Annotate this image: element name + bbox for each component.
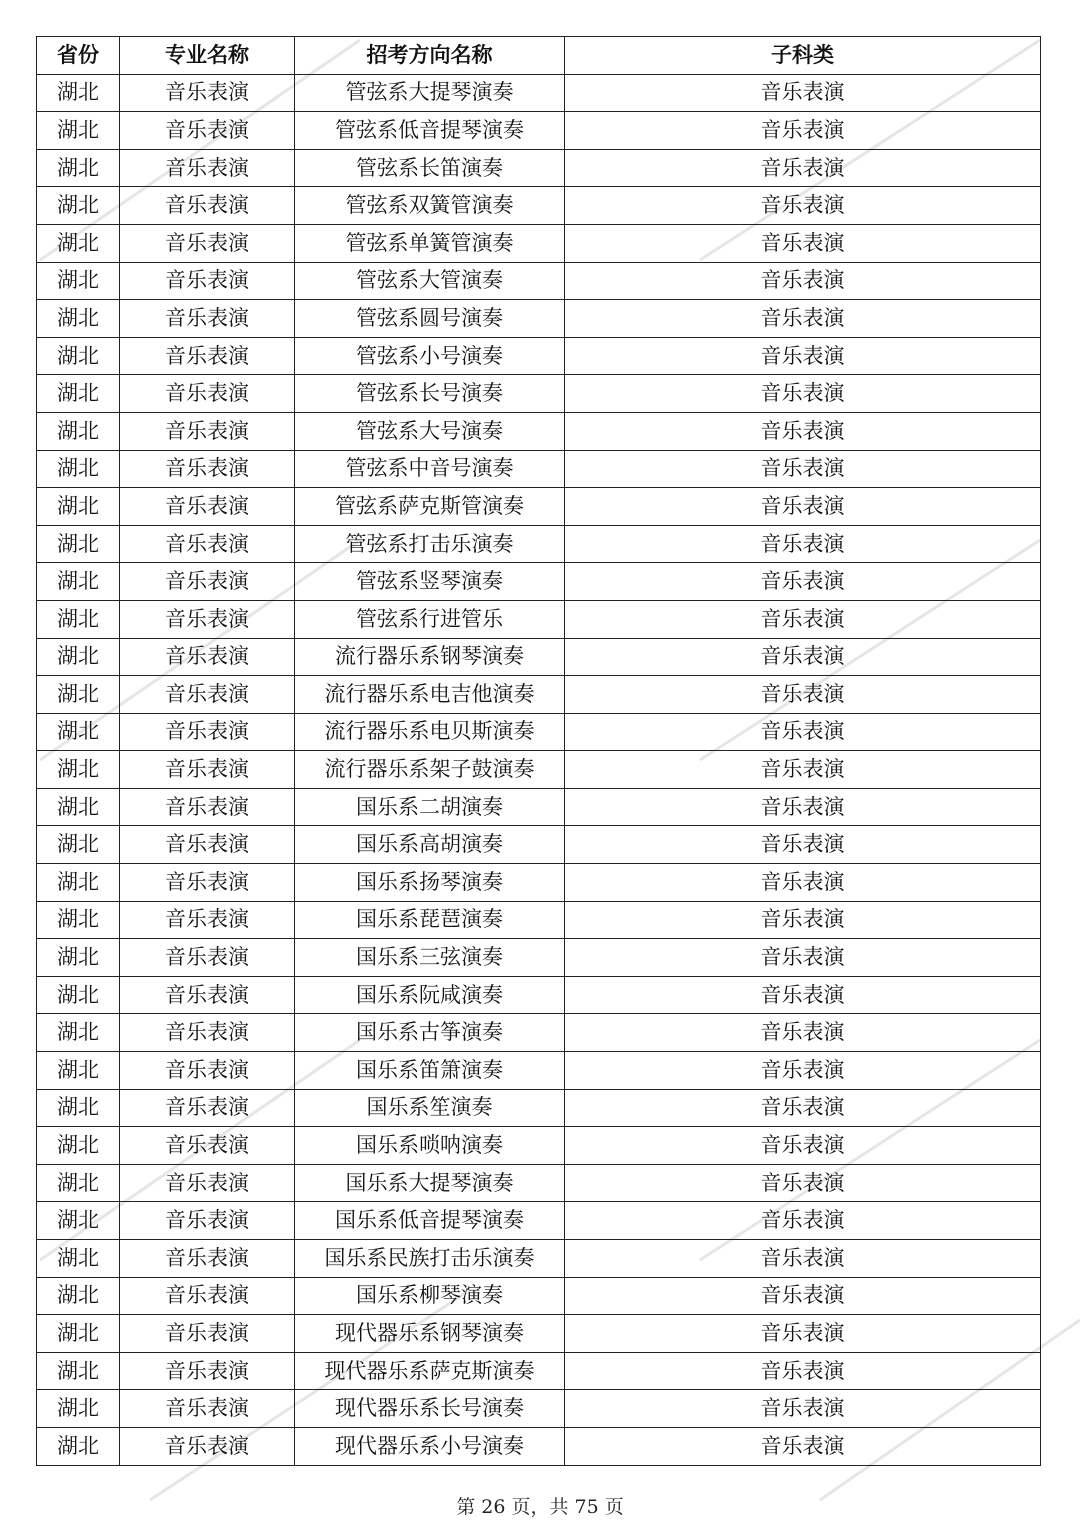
cell-major: 音乐表演 <box>120 262 295 300</box>
cell-province: 湖北 <box>37 224 120 262</box>
cell-direction: 管弦系大提琴演奏 <box>295 74 565 112</box>
cell-province: 湖北 <box>37 563 120 601</box>
cell-subcategory: 音乐表演 <box>565 901 1041 939</box>
cell-major: 音乐表演 <box>120 976 295 1014</box>
cell-province: 湖北 <box>37 1427 120 1465</box>
cell-province: 湖北 <box>37 788 120 826</box>
cell-subcategory: 音乐表演 <box>565 864 1041 902</box>
cell-subcategory: 音乐表演 <box>565 826 1041 864</box>
cell-province: 湖北 <box>37 826 120 864</box>
cell-subcategory: 音乐表演 <box>565 638 1041 676</box>
cell-subcategory: 音乐表演 <box>565 1014 1041 1052</box>
cell-province: 湖北 <box>37 300 120 338</box>
table-row <box>37 864 1041 902</box>
table-row <box>37 74 1041 112</box>
cell-major: 音乐表演 <box>120 1277 295 1315</box>
cell-subcategory: 音乐表演 <box>565 563 1041 601</box>
table-row <box>37 224 1041 262</box>
cell-major: 音乐表演 <box>120 450 295 488</box>
cell-province: 湖北 <box>37 638 120 676</box>
cell-major: 音乐表演 <box>120 751 295 789</box>
cell-direction: 管弦系长笛演奏 <box>295 149 565 187</box>
cell-subcategory: 音乐表演 <box>565 976 1041 1014</box>
table-row <box>37 337 1041 375</box>
cell-subcategory: 音乐表演 <box>565 1240 1041 1278</box>
cell-subcategory: 音乐表演 <box>565 187 1041 225</box>
cell-province: 湖北 <box>37 488 120 526</box>
cell-major: 音乐表演 <box>120 1164 295 1202</box>
cell-province: 湖北 <box>37 412 120 450</box>
header-direction: 招考方向名称 <box>295 37 565 75</box>
table-row <box>37 563 1041 601</box>
cell-province: 湖北 <box>37 676 120 714</box>
cell-direction: 管弦系小号演奏 <box>295 337 565 375</box>
cell-province: 湖北 <box>37 187 120 225</box>
cell-direction: 管弦系大号演奏 <box>295 412 565 450</box>
cell-subcategory: 音乐表演 <box>565 713 1041 751</box>
cell-direction: 管弦系长号演奏 <box>295 375 565 413</box>
cell-direction: 现代器乐系萨克斯演奏 <box>295 1352 565 1390</box>
cell-major: 音乐表演 <box>120 1089 295 1127</box>
cell-province: 湖北 <box>37 1352 120 1390</box>
cell-direction: 国乐系古筝演奏 <box>295 1014 565 1052</box>
cell-major: 音乐表演 <box>120 149 295 187</box>
cell-major: 音乐表演 <box>120 939 295 977</box>
cell-subcategory: 音乐表演 <box>565 488 1041 526</box>
cell-major: 音乐表演 <box>120 412 295 450</box>
table-row <box>37 488 1041 526</box>
cell-province: 湖北 <box>37 1164 120 1202</box>
cell-direction: 国乐系笛箫演奏 <box>295 1052 565 1090</box>
header-subcategory: 子科类 <box>565 37 1041 75</box>
header-major: 专业名称 <box>120 37 295 75</box>
header-province: 省份 <box>37 37 120 75</box>
cell-province: 湖北 <box>37 939 120 977</box>
cell-subcategory: 音乐表演 <box>565 450 1041 488</box>
table-row <box>37 412 1041 450</box>
table-row <box>37 1202 1041 1240</box>
cell-subcategory: 音乐表演 <box>565 1390 1041 1428</box>
cell-major: 音乐表演 <box>120 1127 295 1165</box>
cell-direction: 国乐系扬琴演奏 <box>295 864 565 902</box>
table-row <box>37 1427 1041 1465</box>
cell-province: 湖北 <box>37 1089 120 1127</box>
cell-direction: 国乐系高胡演奏 <box>295 826 565 864</box>
cell-province: 湖北 <box>37 1202 120 1240</box>
cell-major: 音乐表演 <box>120 1427 295 1465</box>
cell-subcategory: 音乐表演 <box>565 1127 1041 1165</box>
cell-subcategory: 音乐表演 <box>565 1164 1041 1202</box>
cell-major: 音乐表演 <box>120 1352 295 1390</box>
cell-direction: 管弦系竖琴演奏 <box>295 563 565 601</box>
cell-direction: 管弦系中音号演奏 <box>295 450 565 488</box>
table-row <box>37 1164 1041 1202</box>
cell-direction: 管弦系低音提琴演奏 <box>295 112 565 150</box>
cell-direction: 管弦系大管演奏 <box>295 262 565 300</box>
table-body <box>37 74 1041 1465</box>
cell-province: 湖北 <box>37 262 120 300</box>
table-header-row <box>37 37 1041 75</box>
cell-subcategory: 音乐表演 <box>565 1427 1041 1465</box>
cell-province: 湖北 <box>37 1390 120 1428</box>
table-row <box>37 525 1041 563</box>
cell-major: 音乐表演 <box>120 1390 295 1428</box>
cell-province: 湖北 <box>37 1315 120 1353</box>
cell-subcategory: 音乐表演 <box>565 600 1041 638</box>
table-row <box>37 826 1041 864</box>
cell-province: 湖北 <box>37 864 120 902</box>
cell-direction: 国乐系阮咸演奏 <box>295 976 565 1014</box>
cell-subcategory: 音乐表演 <box>565 1202 1041 1240</box>
cell-major: 音乐表演 <box>120 74 295 112</box>
cell-direction: 现代器乐系小号演奏 <box>295 1427 565 1465</box>
cell-major: 音乐表演 <box>120 1052 295 1090</box>
cell-direction: 国乐系大提琴演奏 <box>295 1164 565 1202</box>
table-row <box>37 1014 1041 1052</box>
cell-major: 音乐表演 <box>120 300 295 338</box>
table-row <box>37 149 1041 187</box>
table-row <box>37 976 1041 1014</box>
cell-direction: 管弦系双簧管演奏 <box>295 187 565 225</box>
cell-subcategory: 音乐表演 <box>565 112 1041 150</box>
cell-major: 音乐表演 <box>120 525 295 563</box>
cell-direction: 国乐系笙演奏 <box>295 1089 565 1127</box>
cell-subcategory: 音乐表演 <box>565 939 1041 977</box>
cell-subcategory: 音乐表演 <box>565 224 1041 262</box>
cell-major: 音乐表演 <box>120 488 295 526</box>
cell-province: 湖北 <box>37 1127 120 1165</box>
table-row <box>37 638 1041 676</box>
table-row <box>37 1277 1041 1315</box>
cell-province: 湖北 <box>37 1052 120 1090</box>
cell-major: 音乐表演 <box>120 1240 295 1278</box>
table-row <box>37 788 1041 826</box>
cell-direction: 管弦系打击乐演奏 <box>295 525 565 563</box>
cell-subcategory: 音乐表演 <box>565 676 1041 714</box>
table-row <box>37 1390 1041 1428</box>
table-row <box>37 300 1041 338</box>
cell-subcategory: 音乐表演 <box>565 1315 1041 1353</box>
cell-subcategory: 音乐表演 <box>565 751 1041 789</box>
cell-subcategory: 音乐表演 <box>565 788 1041 826</box>
table-row <box>37 112 1041 150</box>
cell-province: 湖北 <box>37 1240 120 1278</box>
cell-direction: 流行器乐系钢琴演奏 <box>295 638 565 676</box>
cell-province: 湖北 <box>37 375 120 413</box>
cell-major: 音乐表演 <box>120 864 295 902</box>
cell-direction: 流行器乐系电贝斯演奏 <box>295 713 565 751</box>
cell-subcategory: 音乐表演 <box>565 525 1041 563</box>
cell-major: 音乐表演 <box>120 676 295 714</box>
cell-direction: 国乐系柳琴演奏 <box>295 1277 565 1315</box>
table-row <box>37 1089 1041 1127</box>
table-row <box>37 713 1041 751</box>
cell-province: 湖北 <box>37 74 120 112</box>
table-row <box>37 1052 1041 1090</box>
cell-major: 音乐表演 <box>120 788 295 826</box>
cell-major: 音乐表演 <box>120 901 295 939</box>
table-row <box>37 939 1041 977</box>
enrollment-table <box>36 36 1041 1466</box>
cell-subcategory: 音乐表演 <box>565 1052 1041 1090</box>
cell-major: 音乐表演 <box>120 337 295 375</box>
table-row <box>37 1127 1041 1165</box>
table-row <box>37 751 1041 789</box>
cell-subcategory: 音乐表演 <box>565 375 1041 413</box>
cell-province: 湖北 <box>37 1014 120 1052</box>
cell-province: 湖北 <box>37 976 120 1014</box>
cell-subcategory: 音乐表演 <box>565 262 1041 300</box>
cell-province: 湖北 <box>37 450 120 488</box>
cell-major: 音乐表演 <box>120 375 295 413</box>
page-indicator: 第 26 页，共 75 页 <box>456 1496 624 1518</box>
cell-major: 音乐表演 <box>120 826 295 864</box>
cell-subcategory: 音乐表演 <box>565 300 1041 338</box>
table-row <box>37 676 1041 714</box>
cell-direction: 国乐系低音提琴演奏 <box>295 1202 565 1240</box>
cell-major: 音乐表演 <box>120 187 295 225</box>
cell-direction: 现代器乐系钢琴演奏 <box>295 1315 565 1353</box>
cell-direction: 流行器乐系电吉他演奏 <box>295 676 565 714</box>
cell-major: 音乐表演 <box>120 112 295 150</box>
cell-province: 湖北 <box>37 337 120 375</box>
table-row <box>37 1240 1041 1278</box>
cell-province: 湖北 <box>37 751 120 789</box>
cell-province: 湖北 <box>37 1277 120 1315</box>
cell-major: 音乐表演 <box>120 713 295 751</box>
cell-direction: 管弦系圆号演奏 <box>295 300 565 338</box>
table-row <box>37 600 1041 638</box>
cell-major: 音乐表演 <box>120 638 295 676</box>
cell-subcategory: 音乐表演 <box>565 1277 1041 1315</box>
cell-subcategory: 音乐表演 <box>565 149 1041 187</box>
cell-major: 音乐表演 <box>120 1014 295 1052</box>
cell-direction: 管弦系萨克斯管演奏 <box>295 488 565 526</box>
cell-subcategory: 音乐表演 <box>565 337 1041 375</box>
table-row <box>37 187 1041 225</box>
cell-direction: 国乐系琵琶演奏 <box>295 901 565 939</box>
cell-province: 湖北 <box>37 600 120 638</box>
cell-province: 湖北 <box>37 713 120 751</box>
cell-major: 音乐表演 <box>120 1202 295 1240</box>
cell-major: 音乐表演 <box>120 224 295 262</box>
cell-province: 湖北 <box>37 901 120 939</box>
cell-direction: 现代器乐系长号演奏 <box>295 1390 565 1428</box>
cell-direction: 国乐系民族打击乐演奏 <box>295 1240 565 1278</box>
cell-direction: 国乐系三弦演奏 <box>295 939 565 977</box>
table-row <box>37 901 1041 939</box>
cell-direction: 管弦系单簧管演奏 <box>295 224 565 262</box>
cell-subcategory: 音乐表演 <box>565 1089 1041 1127</box>
cell-subcategory: 音乐表演 <box>565 1352 1041 1390</box>
table-row <box>37 450 1041 488</box>
cell-direction: 国乐系二胡演奏 <box>295 788 565 826</box>
table-row <box>37 1352 1041 1390</box>
cell-direction: 国乐系唢呐演奏 <box>295 1127 565 1165</box>
cell-direction: 管弦系行进管乐 <box>295 600 565 638</box>
table-row <box>37 262 1041 300</box>
cell-province: 湖北 <box>37 525 120 563</box>
table-row <box>37 1315 1041 1353</box>
cell-subcategory: 音乐表演 <box>565 74 1041 112</box>
cell-major: 音乐表演 <box>120 600 295 638</box>
cell-major: 音乐表演 <box>120 1315 295 1353</box>
cell-major: 音乐表演 <box>120 563 295 601</box>
cell-province: 湖北 <box>37 149 120 187</box>
cell-province: 湖北 <box>37 112 120 150</box>
cell-subcategory: 音乐表演 <box>565 412 1041 450</box>
cell-direction: 流行器乐系架子鼓演奏 <box>295 751 565 789</box>
table-row <box>37 375 1041 413</box>
